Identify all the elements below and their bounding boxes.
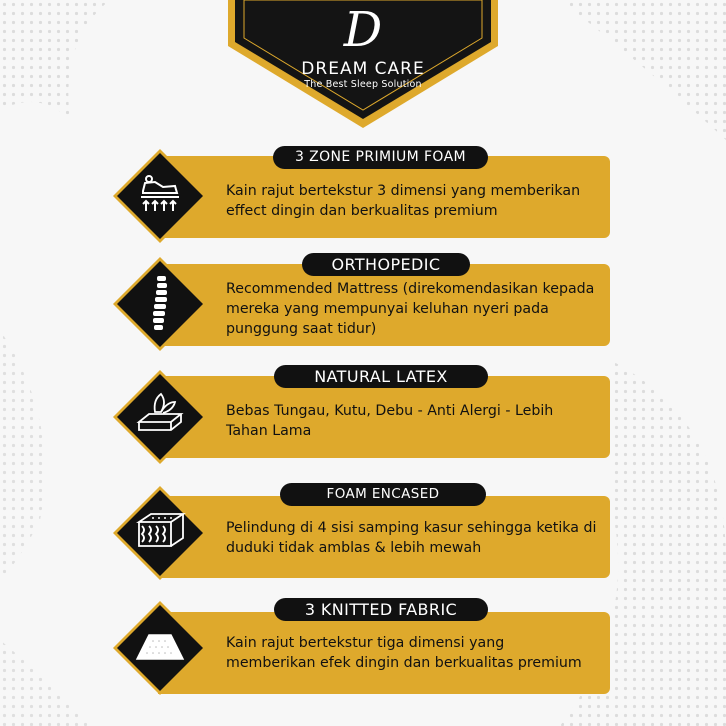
zone-foam-icon (113, 149, 207, 243)
feature-description: Recommended Mattress (direkomendasikan kepada mereka yang mempunyai keluhan nyeri pada punggung saat tidur) (226, 281, 595, 337)
feature-description: Bebas Tungau, Kutu, Debu - Anti Alergi - Lebih Tahan Lama (226, 403, 554, 439)
feature-description: Kain rajut bertekstur 3 dimensi yang memberikan effect dingin dan berkualitas premium (226, 183, 581, 219)
feature-title: NATURAL LATEX (274, 365, 488, 388)
feature-3-zone-foam (0, 142, 726, 262)
feature-title: 3 KNITTED FABRIC (274, 598, 488, 621)
latex-leaf-icon (113, 370, 207, 464)
brand-name: DREAM CARE (301, 59, 425, 79)
feature-title: 3 ZONE PRIMIUM FOAM (273, 146, 488, 169)
encased-foam-icon (113, 486, 207, 580)
spine-icon (113, 257, 207, 351)
brand-monogram: D (343, 2, 383, 58)
feature-orthopedic (0, 250, 726, 370)
brand-logo (228, 0, 498, 128)
knitted-fabric-icon (113, 601, 207, 695)
feature-title: ORTHOPEDIC (302, 253, 470, 276)
feature-description: Pelindung di 4 sisi samping kasur sehingga ketika di duduki tidak amblas & lebih mewah (226, 520, 597, 556)
feature-description: Kain rajut bertekstur tiga dimensi yang memberikan efek dingin dan berkualitas premium (226, 635, 582, 671)
feature-3-knitted-fabric (0, 590, 726, 710)
feature-title: FOAM ENCASED (280, 483, 486, 506)
brand-tagline: The Best Sleep Solution (304, 79, 422, 90)
feature-natural-latex (0, 358, 726, 478)
feature-foam-encased (0, 473, 726, 593)
